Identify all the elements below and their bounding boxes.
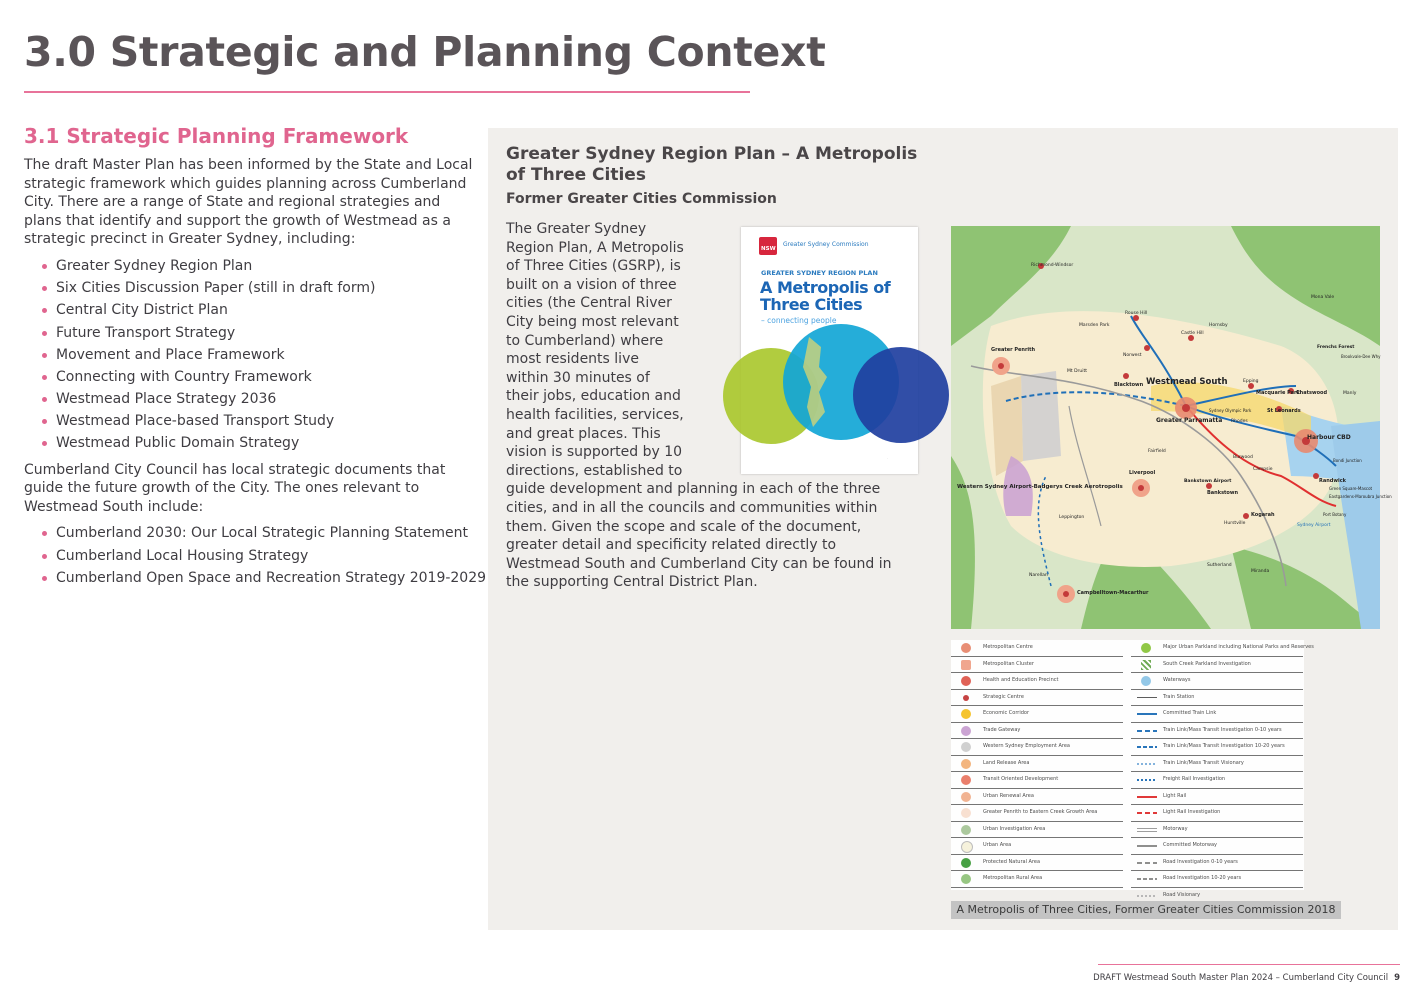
legend-item: Transit Oriented Development — [951, 772, 1123, 789]
legend-item: Urban Area — [951, 838, 1123, 855]
map-label-hurstville: Hurstville — [1224, 521, 1246, 526]
legend-item: Metropolitan Cluster — [951, 657, 1123, 674]
map-label-blacktown: Blacktown — [1114, 382, 1144, 388]
metropolis-map — [951, 226, 1392, 629]
legend-item: Motorway — [1131, 822, 1303, 839]
legend-item: Train Link/Mass Transit Investigation 0-10 years — [1131, 723, 1303, 740]
cover-title: A Metropolis of Three Cities — [760, 278, 891, 314]
map-label-epping: Epping — [1243, 379, 1259, 384]
legend-item: Western Sydney Employment Area — [951, 739, 1123, 756]
map-label-western-airport: Western Sydney Airport-Badgerys Creek Aerotropolis — [957, 484, 1123, 490]
legend-item: Urban Investigation Area — [951, 822, 1123, 839]
list-item: Greater Sydney Region Plan — [42, 257, 474, 279]
map-label-mona-vale: Mona Vale — [1311, 295, 1335, 300]
legend-item: Committed Train Link — [1131, 706, 1303, 723]
legend-item: Committed Motorway — [1131, 838, 1303, 855]
map-label-campsie: Campsie — [1253, 467, 1273, 472]
page-title: 3.0 Strategic and Planning Context — [24, 28, 826, 76]
legend-item: Light Rail Investigation — [1131, 805, 1303, 822]
list-item: Westmead Place-based Transport Study — [42, 412, 474, 434]
map-label-eastgardens: Eastgardens-Maroubra Junction — [1329, 494, 1392, 499]
title-underline — [24, 91, 750, 93]
left-column — [24, 156, 487, 595]
report-cover-image — [741, 227, 918, 474]
map-label-bankstown: Bankstown — [1207, 490, 1239, 496]
map-label-marsden-park: Marsden Park — [1079, 323, 1110, 328]
footer-rule — [1098, 964, 1400, 965]
legend-item: Major Urban Parkland including National Parks and Reserves — [1131, 640, 1303, 657]
map-label-brookvale: Brookvale-Dee Why — [1341, 354, 1381, 359]
footer-text: DRAFT Westmead South Master Plan 2024 – Cumberland City Council — [1093, 973, 1389, 983]
legend-item: Road Investigation 10-20 years — [1131, 871, 1303, 888]
legend-item: Metropolitan Centre — [951, 640, 1123, 657]
state-plans-list — [24, 257, 474, 457]
map-label-miranda: Miranda — [1251, 569, 1270, 574]
gsrp-panel — [488, 128, 1398, 930]
list-item: Cumberland Open Space and Recreation Strategy 2019-2029 — [42, 569, 474, 591]
map-label-narellan: Narellan — [1029, 573, 1048, 578]
map-label-rouse-hill: Rouse Hill — [1125, 311, 1148, 316]
map-label-frenchs-forest: Frenchs Forest — [1317, 345, 1355, 350]
svg-text:·: · — [887, 456, 888, 460]
map-label-green-square: Green Square-Mascot — [1329, 486, 1373, 491]
list-item: Cumberland Local Housing Strategy — [42, 547, 474, 569]
map-label-burwood: Burwood — [1233, 455, 1253, 460]
panel-title: Greater Sydney Region Plan – A Metropolis of Three Cities — [506, 144, 918, 185]
map-label-port-botany: Port Botany — [1323, 512, 1347, 517]
map-label-chatswood: Chatswood — [1296, 390, 1328, 396]
page-footer — [1093, 973, 1400, 983]
map-label-greater-parramatta: Greater Parramatta — [1156, 417, 1223, 424]
map-label-westmead-south: Westmead South — [1146, 377, 1228, 387]
map-label-greater-penrith: Greater Penrith — [991, 347, 1036, 353]
panel-body-text: The Greater Sydney Region Plan, A Metropolis of Three Cities (GSRP), is built on a vision of three cities (the Central River City being most relevant to Cumberland) where most residents live within 30 minutes of their jobs, education and health facilities, services, and great places. This vision is supported by 10 directions, established to guide development and planning in each of the three cities, and in all the councils and communities within them. Given the scope and scale of the document, greater detail and specificity related directly to Westmead South and Cumberland City can be found in the supporting Central District Plan. — [506, 221, 892, 591]
map-label-kogarah: Kogarah — [1251, 512, 1275, 518]
legend-item: Strategic Centre — [951, 690, 1123, 707]
local-plans-list — [24, 524, 487, 591]
list-item: Six Cities Discussion Paper (still in draft form) — [42, 279, 474, 301]
map-label-st-leonards: St Leonards — [1267, 408, 1301, 414]
map-label-harbour-cbd: Harbour CBD — [1307, 434, 1351, 441]
map-label-campbelltown: Campbelltown-Macarthur — [1077, 590, 1149, 596]
legend-item: Land Release Area — [951, 756, 1123, 773]
nsw-logo-text: NSW — [761, 246, 776, 252]
panel-subtitle: Former Greater Cities Commission — [506, 191, 777, 207]
legend-item: Trade Gateway — [951, 723, 1123, 740]
map-label-leppington: Leppington — [1059, 515, 1085, 520]
cover-org-name: Greater Sydney Commission — [783, 241, 869, 248]
map-label-bondi: Bondi Junction — [1333, 458, 1362, 463]
cover-kicker: GREATER SYDNEY REGION PLAN — [761, 269, 878, 277]
cover-circle-navy — [853, 347, 949, 443]
legend-item: Train Link/Mass Transit Investigation 10-20 years — [1131, 739, 1303, 756]
map-legend — [951, 640, 1314, 898]
map-label-olympic-park: Sydney Olympic Park — [1209, 408, 1252, 413]
list-item: Connecting with Country Framework — [42, 368, 474, 390]
map-label-mt-druitt: Mt Druitt — [1067, 369, 1088, 374]
map-label-richmond: Richmond-Windsor — [1031, 263, 1074, 268]
legend-item: Road Investigation 0-10 years — [1131, 855, 1303, 872]
legend-column-left — [951, 640, 1123, 888]
employment-area — [1021, 371, 1061, 461]
legend-item: Greater Penrith to Eastern Creek Growth Area — [951, 805, 1123, 822]
section-heading: 3.1 Strategic Planning Framework — [24, 124, 409, 148]
legend-item: Waterways — [1131, 673, 1303, 690]
map-svg — [951, 226, 1392, 629]
cover-artwork — [741, 227, 918, 474]
map-label-norwest: Norwest — [1123, 353, 1142, 358]
local-intro-paragraph: Cumberland City Council has local strategic documents that guide the future growth of the City. The ones relevant to Westmead South include: — [24, 461, 446, 515]
legend-item: Urban Renewal Area — [951, 789, 1123, 806]
map-label-manly: Manly — [1343, 391, 1357, 396]
list-item: Westmead Place Strategy 2036 — [42, 390, 474, 412]
map-label-rhodes: Rhodes — [1231, 419, 1248, 424]
map-label-bankstown-airport: Bankstown Airport — [1184, 479, 1232, 484]
page-number: 9 — [1394, 973, 1400, 983]
list-item: Central City District Plan — [42, 301, 474, 323]
legend-item: Economic Corridor — [951, 706, 1123, 723]
figure-caption: A Metropolis of Three Cities, Former Greater Cities Commission 2018 — [951, 901, 1341, 919]
map-label-sydney-airport: Sydney Airport — [1297, 523, 1331, 528]
legend-item: Protected Natural Area — [951, 855, 1123, 872]
map-label-liverpool: Liverpool — [1129, 470, 1156, 476]
legend-column-right — [1131, 640, 1314, 904]
intro-paragraph: The draft Master Plan has been informed by the State and Local strategic framework which guides planning across Cumberland City. There are a range of State and regional strategies and plans that identify and support the growth of Westmead as a strategic precinct in Greater Sydney, including: — [24, 157, 473, 248]
legend-item: Freight Rail Investigation — [1131, 772, 1303, 789]
map-label-hornsby: Hornsby — [1209, 323, 1228, 328]
map-label-randwick: Randwick — [1319, 478, 1346, 484]
map-label-castle-hill: Castle Hill — [1181, 331, 1204, 336]
list-item: Movement and Place Framework — [42, 346, 474, 368]
legend-item: Train Link/Mass Transit Visionary — [1131, 756, 1303, 773]
legend-item: South Creek Parkland Investigation — [1131, 657, 1303, 674]
legend-item: Metropolitan Rural Area — [951, 871, 1123, 888]
list-item: Westmead Public Domain Strategy — [42, 434, 474, 456]
legend-item: Road Visionary — [1131, 888, 1303, 905]
list-item: Cumberland 2030: Our Local Strategic Planning Statement — [42, 524, 474, 546]
legend-item: Train Station — [1131, 690, 1303, 707]
list-item: Future Transport Strategy — [42, 324, 474, 346]
map-label-macquarie-park: Macquarie Park — [1256, 390, 1300, 396]
cover-tagline: – connecting people — [761, 316, 837, 325]
map-label-sutherland: Sutherland — [1207, 563, 1232, 568]
legend-item: Health and Education Precinct — [951, 673, 1123, 690]
map-label-fairfield: Fairfield — [1148, 449, 1166, 454]
legend-item: Light Rail — [1131, 789, 1303, 806]
